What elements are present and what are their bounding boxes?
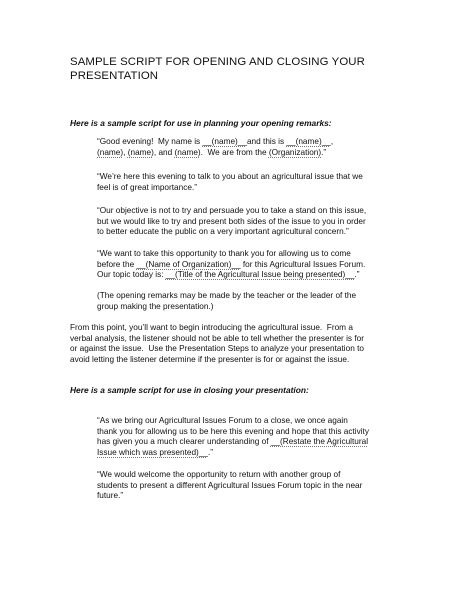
transition-paragraph <box>70 323 364 366</box>
closing-heading: Here is a sample script for use in closing your presentation: <box>70 385 309 395</box>
greeting-text-1: “Good evening! My name is <box>97 137 203 146</box>
closing-line-2: thank you for allowing us to be here this evening and hope that this activity <box>97 426 369 436</box>
name-blank-5: (name) <box>174 147 201 157</box>
opening-purpose-paragraph <box>97 172 363 193</box>
thanks-line-3 <box>97 270 365 281</box>
greeting-text-2: and this is <box>246 137 287 146</box>
greeting-line-2 <box>97 148 333 159</box>
transition-line-4: avoid letting the listener determine if the presenter is for or against the issue. <box>70 355 350 365</box>
thanks-line-1: “We want to take this opportunity to thank you for allowing us to come <box>97 249 351 258</box>
transition-line-3: or against the issue. Use the Presentation Steps to analyze your presentation to <box>70 344 364 354</box>
organization-name-blank: __(Name of Organization)__ <box>136 259 241 269</box>
title-line-1: SAMPLE SCRIPT FOR OPENING AND CLOSING YOUR <box>70 56 365 68</box>
name-blank-1: __(name)__ <box>202 137 247 146</box>
closing-text-2: .” <box>207 448 214 458</box>
return-line-3: future.” <box>97 491 124 501</box>
closing-line-4 <box>97 448 369 459</box>
greeting-text-7: .” <box>321 147 327 157</box>
opening-greeting-paragraph <box>97 137 333 158</box>
objective-line-3: to better educate the public on a very important agricultural concern.” <box>97 227 349 237</box>
topic-blank: __(Title of the Agricultural Issue being presented)__ <box>165 270 355 280</box>
closing-text-1: has given you a much clearer understanding of <box>97 437 271 447</box>
return-line-2: students to present a different Agricultural Issues Forum topic in the near <box>97 480 363 490</box>
note-line-1: (The opening remarks may be made by the teacher or the leader of the <box>97 291 357 300</box>
opening-heading: Here is a sample script for use in planning your opening remarks: <box>70 118 332 128</box>
restate-blank-1: __(Restate the Agricultural <box>270 437 369 447</box>
purpose-line-2: feel is of great importance.” <box>97 182 197 192</box>
transition-line-1: From this point, you’ll want to begin introducing the agricultural issue. From a <box>70 323 353 332</box>
greeting-text-5: , and <box>153 147 175 157</box>
return-line-1: “We would welcome the opportunity to return with another group of <box>97 470 341 479</box>
greeting-line-1 <box>97 137 333 148</box>
organization-blank: (Organization) <box>268 147 322 157</box>
closing-thanks-paragraph <box>97 416 369 459</box>
opening-thanks-paragraph <box>97 249 365 281</box>
name-blank-4: (name) <box>127 147 154 157</box>
thanks-text-2: for this Agricultural Issues Forum. <box>240 259 366 269</box>
purpose-line-1: “We’re here this evening to talk to you about an agricultural issue that we <box>97 172 363 181</box>
restate-blank-2: Issue which was presented)__ <box>97 448 208 458</box>
objective-line-1: “Our objective is not to try and persuade you to take a stand on this issue, <box>97 206 367 215</box>
opening-note-paragraph <box>97 291 356 312</box>
name-blank-2: __(name)__ <box>286 137 331 146</box>
topic-label: Our topic today is: <box>97 270 166 280</box>
greeting-text-3: , <box>330 137 334 146</box>
greeting-text-6: . We are from the <box>200 147 269 157</box>
closing-line-3 <box>97 437 369 448</box>
closing-return-paragraph <box>97 470 362 502</box>
name-blank-3: (name) <box>97 147 124 157</box>
document-title <box>70 56 410 83</box>
greeting-text-4: , <box>123 147 128 157</box>
note-line-2: group making the presentation.) <box>97 301 214 311</box>
title-line-2: PRESENTATION <box>70 69 159 82</box>
thanks-line-2 <box>97 260 365 271</box>
closing-line-1: “As we bring our Agricultural Issues Forum to a close, we once again <box>97 416 348 425</box>
opening-objective-paragraph <box>97 206 366 238</box>
thanks-text-1: before the <box>97 259 137 269</box>
transition-line-2: verbal analysis, the listener should not be able to tell whether the presenter is for <box>70 333 364 343</box>
objective-line-2: but we would like to try and present both sides of the issue to you in order <box>97 216 366 226</box>
topic-end: .” <box>354 270 360 280</box>
